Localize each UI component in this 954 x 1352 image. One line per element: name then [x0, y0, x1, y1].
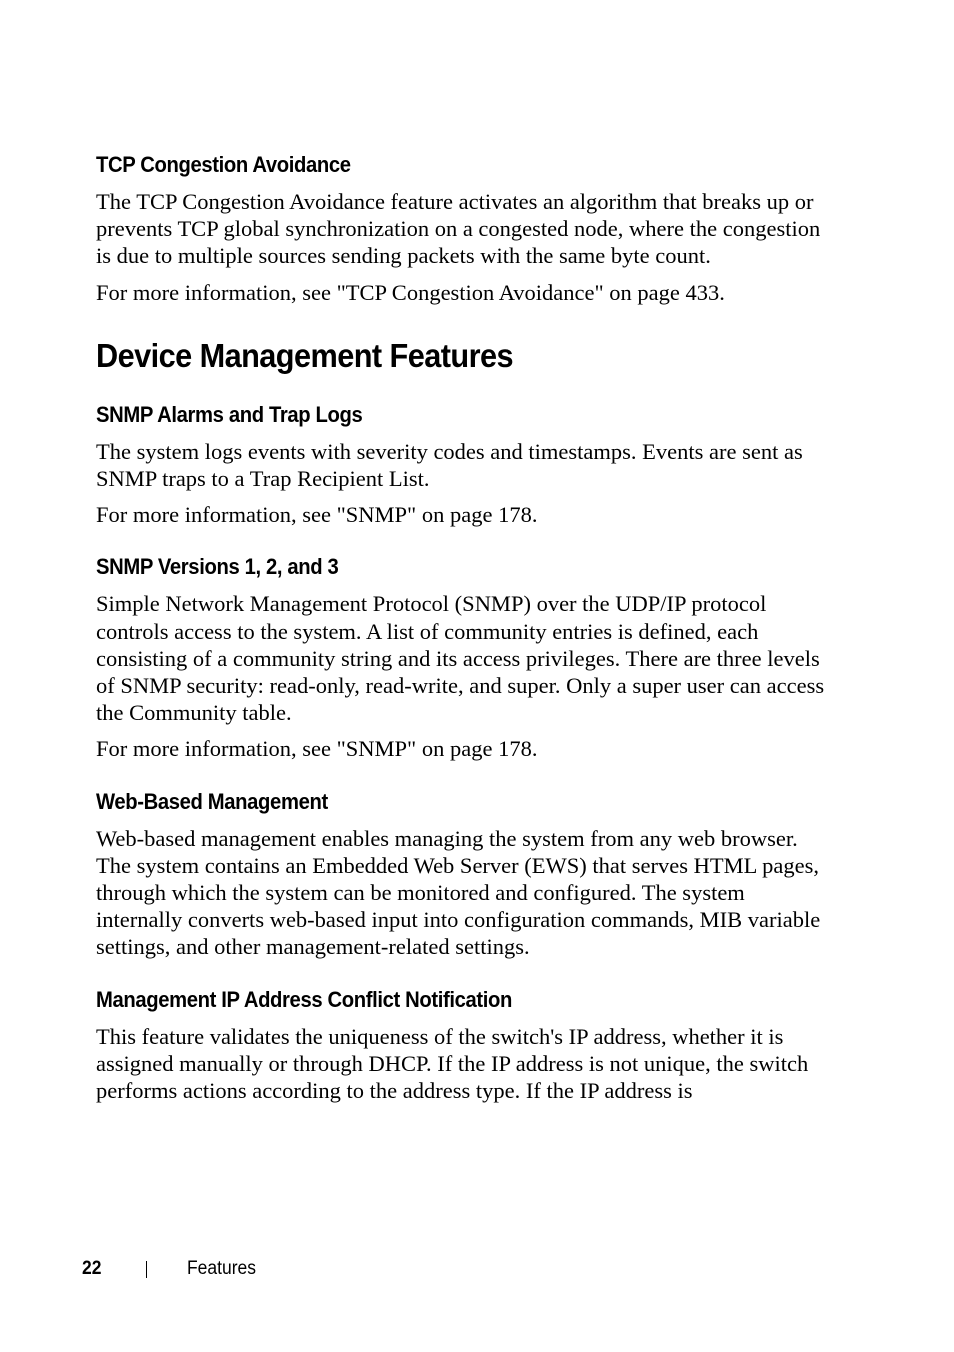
page-content — [96, 150, 826, 1113]
section-heading-snmp-versions: SNMP Versions 1, 2, and 3 — [96, 554, 339, 580]
section-heading-web-management: Web-Based Management — [96, 788, 328, 814]
chapter-heading-device-management: Device Management Features — [96, 336, 514, 374]
tcp-congestion-reference: For more information, see "TCP Congestion Avoidance" on page 433. — [96, 279, 725, 305]
section-heading-ip-conflict: Management IP Address Conflict Notification — [96, 986, 513, 1012]
footer-divider — [146, 1261, 147, 1278]
page-number: 22 — [82, 1258, 102, 1279]
snmp-versions-paragraph: Simple Network Management Protocol (SNMP) over the UDP/IP protocol controls access to the system. A list of community entries is defined, each consisting of a community string and its access privileges. There are three levels of SNMP security: read-only, read-write, and super. Only a super user can access the Community table. — [96, 591, 825, 726]
snmp-versions-reference: For more information, see "SNMP" on page 178. — [96, 736, 538, 762]
section-heading-snmp-alarms: SNMP Alarms and Trap Logs — [96, 401, 363, 427]
section-heading-tcp-congestion: TCP Congestion Avoidance — [96, 152, 351, 177]
snmp-alarms-reference: For more information, see "SNMP" on page 178. — [96, 502, 538, 528]
web-management-paragraph: Web-based management enables managing the system from any web browser. The system contains an Embedded Web Server (EWS) that serves HTML pages, through which the system can be monitored and configured. The system internally converts web-based input into configuration commands, MIB variable settings, and other management-related settings. — [96, 825, 821, 960]
snmp-alarms-paragraph: The system logs events with severity codes and timestamps. Events are sent as SNMP traps to a Trap Recipient List. — [96, 438, 803, 492]
tcp-congestion-paragraph: The TCP Congestion Avoidance feature activates an algorithm that breaks up or prevents TCP global synchronization on a congested node, where the congestion is due to multiple sources sending packets with the same byte count. — [96, 189, 821, 269]
ip-conflict-paragraph: This feature validates the uniqueness of the switch's IP address, whether it is assigned manually or through DHCP. If the IP address is not unique, the switch performs actions according to the address type. If the IP address is — [96, 1023, 809, 1104]
footer-section-name: Features — [187, 1258, 256, 1279]
